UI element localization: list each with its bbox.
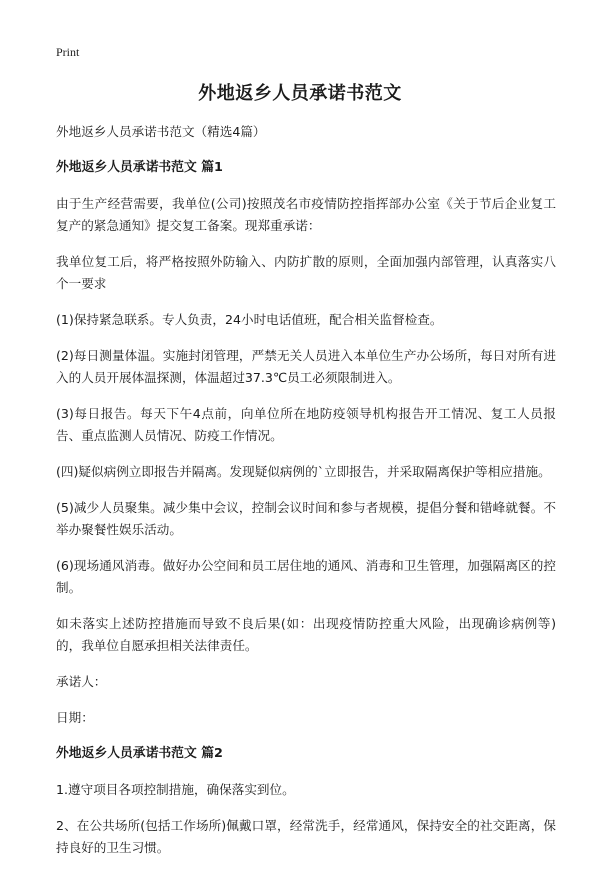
promisor-label: 承诺人：: [56, 674, 107, 689]
document-body: [56, 121, 556, 873]
list-item: 1.遵守项目各项控制措施，确保落实到位。: [56, 782, 295, 797]
section-heading: 外地返乡人员承诺书范文 篇1: [56, 160, 223, 175]
paragraph-consequence: 如未落实上述防控措施而导致不良后果(如：出现疫情防控重大风险，出现确诊病例等)的，我单位自愿承担相关法律责任。: [56, 616, 556, 653]
print-link[interactable]: Print: [56, 45, 80, 59]
section-1: [56, 157, 556, 729]
list-item: (6)现场通风消毒。做好办公空间和员工居住地的通风、消毒和卫生管理，加强隔离区的控制。: [56, 558, 556, 595]
list-item: (1)保持紧急联系。专人负责，24小时电话值班，配合相关监督检查。: [56, 312, 443, 327]
paragraph-intro: 由于生产经营需要，我单位(公司)按照茂名市疫情防控指挥部办公室《关于节后企业复工复产的紧急通知》提交复工备案。现郑重承诺：: [56, 196, 556, 233]
section-2: [56, 743, 556, 859]
section-heading: 外地返乡人员承诺书范文 篇2: [56, 746, 223, 761]
list-item: (3)每日报告。每天下午4点前，向单位所在地防疫领导机构报告开工情况、复工人员报告、重点监测人员情况、防疫工作情况。: [56, 406, 556, 443]
paragraph-principle: 我单位复工后，将严格按照外防输入、内防扩散的原则，全面加强内部管理，认真落实八个一要求: [56, 254, 556, 291]
list-item: 2、在公共场所(包括工作场所)佩戴口罩，经常洗手，经常通风，保持安全的社交距离，保持良好的卫生习惯。: [56, 818, 556, 855]
document-subtitle: 外地返乡人员承诺书范文（精选4篇）: [56, 124, 266, 139]
document-title: 外地返乡人员承诺书范文: [198, 83, 402, 104]
list-item: (四)疑似病例立即报告并隔离。发现疑似病例的`立即报告，并采取隔离保护等相应措施。: [56, 464, 551, 479]
date-label: 日期：: [56, 710, 94, 725]
list-item: (2)每日测量体温。实施封闭管理，严禁无关人员进入本单位生产办公场所，每日对所有进入的人员开展体温探测，体温超过37.3℃员工必须限制进入。: [56, 348, 556, 385]
list-item: (5)减少人员聚集。减少集中会议，控制会议时间和参与者规模，提倡分餐和错峰就餐。不举办聚餐性娱乐活动。: [56, 500, 556, 537]
